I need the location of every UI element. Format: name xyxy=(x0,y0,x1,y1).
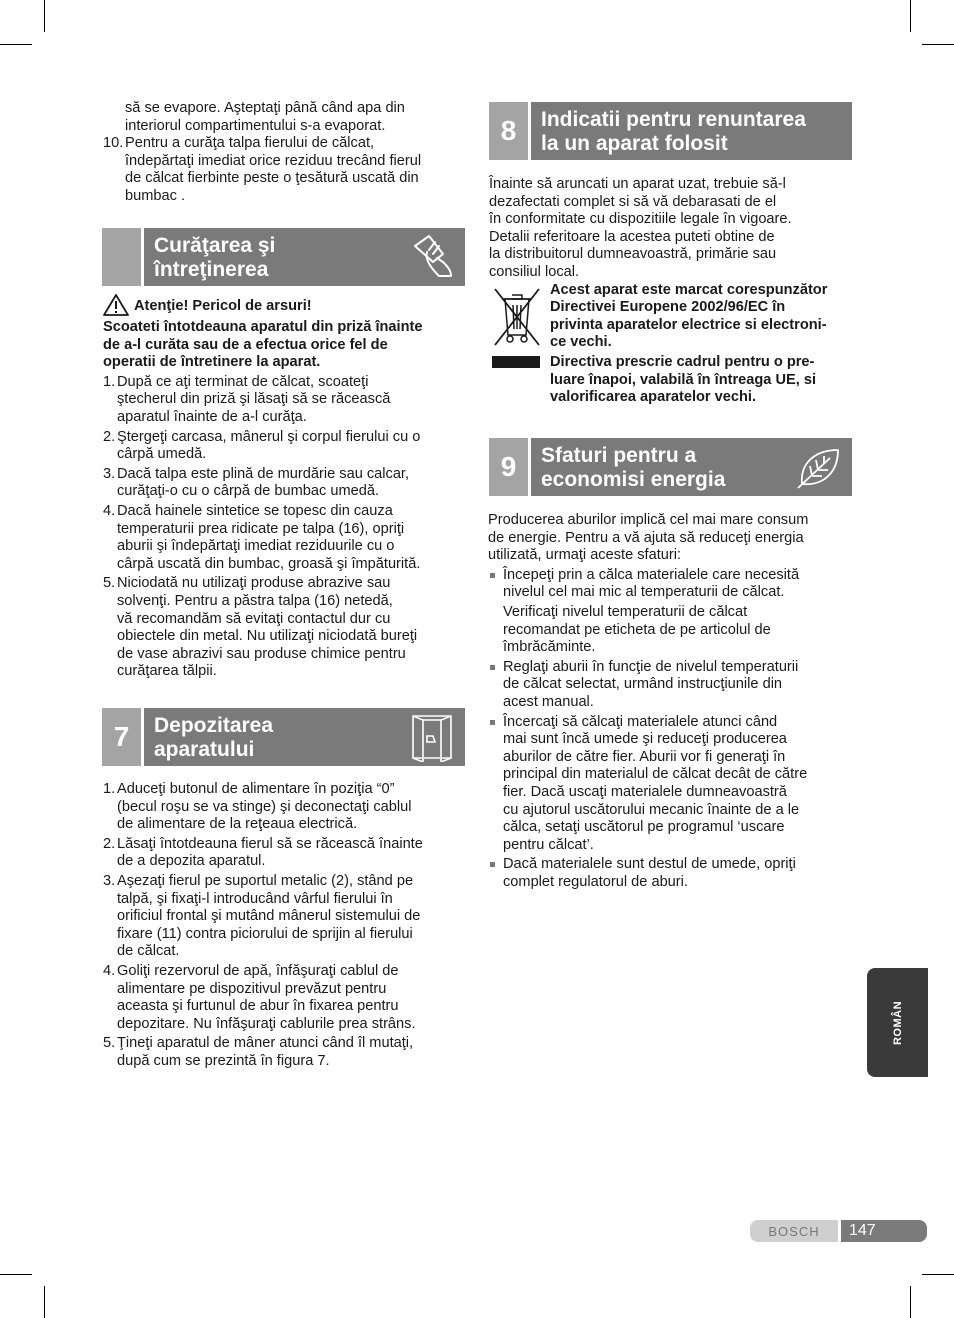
energy-intro: Producerea aburilor implică cel mai mare consum de energie. Pentru a vă ajuta să reduceţi energia utilizată, urmaţi aceste sfaturi: xyxy=(488,512,809,564)
list-item: 3. Aşezaţi fierul pe suportul metalic (2), stând pe talpă, şi fixaţi-l introducând vârful fierului în orificiul frontal şi mutând mânerul sistemului de fixare (11) contra piciorului de sprijin al fierului de călcat. xyxy=(103,872,421,960)
item-number: 10. xyxy=(103,135,124,152)
weee-mark xyxy=(489,285,550,407)
crossed-bin-icon xyxy=(491,285,543,349)
list-item xyxy=(103,135,465,205)
warning-triangle-icon xyxy=(103,294,129,316)
section-number: 8 xyxy=(489,102,528,160)
list-item: Încercaţi să călcaţi materialele atunci când mai sunt încă umede şi reduceţi producerea aburilor de către fier. Aburii vor fi generaţi în principal din materialul de călcat decât de către fier. Dacă uscaţi materialele dumneavoastră cu ajutorul uscătorului mecanic înainte de a le călca, setaţi uscătorul pe programul ‘uscare pentru călcat’. xyxy=(488,714,853,855)
disposal-paragraph: Înainte să aruncati un aparat uzat, trebuie să-l dezafectati complet si să vă debarasati de el în conformitate cu dispozitiile legale în vigoare. Detalii referitoare la acestea puteti obtine de la distribuitorul dumneavoastră, primărie sau consiliul local. xyxy=(489,176,792,280)
cleaning-list xyxy=(103,374,465,681)
list-item: 1. Aduceţi butonul de alimentare în poziţia “0” (becul roşu se va stinge) şi deconectaţi cablul de alimentare de la reţeaua electrică. xyxy=(103,781,412,833)
wardrobe-icon xyxy=(407,712,457,762)
disposal-content xyxy=(489,176,853,407)
crop-mark xyxy=(922,1274,954,1275)
energy-tips-list xyxy=(488,567,853,892)
crop-mark xyxy=(44,0,45,32)
list-item: 5. Niciodată nu utilizaţi produse abrazive sau solvenţi. Pentru a păstra talpa (16) netedă, vă recomandăm să evitaţi contactul dur cu obiectele din metal. Nu utilizaţi niciodată bureţi de vase abrazivi sau produse chimice pentru curăţarea tălpii. xyxy=(103,575,418,680)
list-item: Începeţi prin a călca materialele care necesită nivelul cel mai mic al temperaturii de călcat. Verificaţi nivelul temperaturii de călcat recomandat pe eticheta de pe articolul de îmbrăcăminte. xyxy=(488,567,853,657)
list-item: 2. Lăsaţi întotdeauna fierul să se răcească înainte de a depozita aparatul. xyxy=(103,835,423,870)
section-number: 9 xyxy=(489,438,528,496)
language-tab xyxy=(867,968,928,1077)
section-title: Depozitarea aparatului xyxy=(144,708,465,766)
crop-mark xyxy=(44,1286,45,1318)
bullet xyxy=(490,862,495,867)
section-header-cleaning xyxy=(102,228,465,286)
bullet xyxy=(490,665,495,670)
list-item: Reglaţi aburii în funcţie de nivelul temperaturii de călcat selectat, urmând instrucţiunile din acest manual. xyxy=(488,659,853,712)
text-line: îndepărtaţi imediat orice reziduu trecând fierul xyxy=(125,152,422,169)
list-item: 4. Goliţi rezervorul de apă, înfăşuraţi cablul de alimentare pe dispozitivul prevăzut pentru aceasta şi furtunul de abur în fixarea pentru depozitare. Nu înfăşuraţi cablurile prea strâns. xyxy=(103,962,416,1032)
warning-text: Atenţie! Pericol de arsuri! xyxy=(134,298,312,315)
text-line: bumbac . xyxy=(125,187,186,204)
leaf-icon xyxy=(794,442,844,492)
text-line: interiorul compartimentului s-a evaporat. xyxy=(125,117,386,134)
bold-notice: Scoateti întotdeauna aparatul din priză înainte de a-l curăta sau de a efectua orice fel de operatii de întretinere la aparat. xyxy=(103,319,423,371)
storage-content xyxy=(103,781,465,1071)
section-header-energy xyxy=(489,438,852,496)
directive-notice: Directiva prescrie cadrul pentru o pre- luare înapoi, valabilă în întreaga UE, si valorificarea aparatelor vechi. xyxy=(550,353,817,406)
section-title: Curăţarea şi întreţinerea xyxy=(144,228,465,286)
black-bar xyxy=(492,356,540,368)
crop-mark xyxy=(0,1274,32,1275)
list-item: 4. Dacă hainele sintetice se topesc din cauza temperaturii prea ridicate pe talpa (16), opriţi aburii şi îndepărtaţi imediat reziduurile cu o cârpă uscată din bumbac, groasă şi împăturită. xyxy=(103,502,421,572)
list-item: 2. Ştergeţi carcasa, mânerul şi corpul fierului cu o cârpă umedă. xyxy=(103,428,421,463)
weee-notice: Acest aparat este marcat corespunzător Directivei Europene 2002/96/EC în privinta aparatelor electrice si electroni- ce vechi. xyxy=(550,281,828,351)
list-item: Dacă materialele sunt destul de umede, opriţi complet regulatorul de aburi. xyxy=(488,856,853,891)
section-header-storage xyxy=(102,708,465,766)
hand-touch-icon xyxy=(407,232,457,282)
storage-list xyxy=(103,781,465,1071)
section-number-box xyxy=(102,228,141,286)
list-item: 5. Ţineţi aparatul de mâner atunci când îl mutaţi, după cum se prezintă în figura 7. xyxy=(103,1035,414,1069)
bullet xyxy=(490,573,495,578)
text-line: Pentru a curăţa talpa fierului de călcat, xyxy=(125,135,375,152)
bullet xyxy=(490,720,495,725)
crop-mark xyxy=(0,44,32,45)
text-line: să se evapore. Aşteptaţi până când apa din xyxy=(125,100,405,116)
left-top-text xyxy=(103,100,465,206)
list-item: 3. Dacă talpa este plină de murdărie sau calcar, curăţaţi-o cu o cârpă de bumbac umedă. xyxy=(103,465,410,500)
list-item: 1. După ce aţi terminat de călcat, scoateţi ştecherul din priză şi lăsaţi să se răcească aparatul înainte de a-l curăţa. xyxy=(103,373,391,425)
language-label: ROMÂN xyxy=(891,1000,904,1045)
page-number: 147 xyxy=(841,1220,927,1242)
section-number: 7 xyxy=(102,708,141,766)
section-header-disposal xyxy=(489,102,852,160)
crop-mark xyxy=(922,44,954,45)
section-title: Indicatii pentru renuntarea la un aparat folosit xyxy=(531,102,852,160)
energy-content xyxy=(488,512,853,891)
crop-mark xyxy=(910,1286,911,1318)
crop-mark xyxy=(910,0,911,32)
text-line: de călcat fierbinte peste o ţesătură uscată din xyxy=(125,170,419,187)
cleaning-content xyxy=(103,294,465,681)
section-title: Sfaturi pentru a economisi energia xyxy=(531,438,852,496)
footer-brand: BOSCH xyxy=(750,1220,838,1242)
